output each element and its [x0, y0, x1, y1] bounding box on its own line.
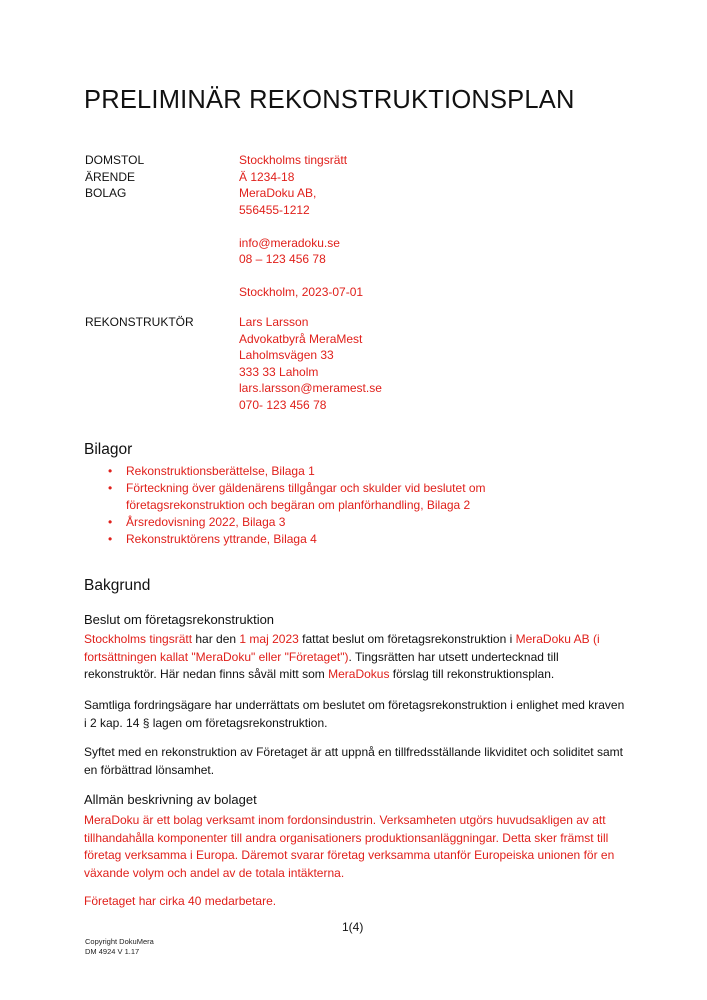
value-rek-city: 333 33 Laholm	[239, 364, 319, 379]
footer-copyright: Copyright DokuMera	[85, 937, 154, 946]
footer	[85, 937, 154, 957]
label-domstol: DOMSTOL	[85, 153, 145, 167]
paragraph-beslut: Stockholms tingsrätt har den 1 maj 2023 fattat beslut om företagsrekonstruktion i MeraDoku AB (i fortsättningen kallat "MeraDoku" eller "Företaget"). Tingsrätten har utsett undertecknad till rekonstruktör. Här nedan finns såväl mitt som MeraDokus förslag till rekonstruktionsplan.	[84, 632, 600, 681]
beslut-heading: Beslut om företagsrekonstruktion	[84, 612, 275, 627]
allman-heading: Allmän beskrivning av bolaget	[84, 792, 257, 807]
value-orgnr: 556455-1212	[239, 202, 310, 217]
bullet-icon: •	[108, 515, 113, 529]
value-place-date: Stockholm, 2023-07-01	[239, 285, 364, 299]
list-item: • Rekonstruktörens yttrande, Bilaga 4	[108, 532, 317, 546]
bilagor-heading: Bilagor	[84, 441, 133, 458]
case-values	[239, 152, 363, 301]
value-rek-name: Lars Larsson	[239, 315, 309, 329]
bilagor-list	[108, 463, 578, 548]
value-email: info@meradoku.se	[239, 235, 340, 250]
document-title: PRELIMINÄR REKONSTRUKTIONSPLAN	[84, 86, 575, 114]
value-rek-email: lars.larsson@meramest.se	[239, 381, 382, 395]
value-phone: 08 – 123 456 78	[239, 252, 326, 266]
page-number: 1(4)	[342, 920, 364, 934]
paragraph-syfte: Syftet med en rekonstruktion av Företaget är att uppnå en tillfredsställande likviditet och soliditet samt en förbättrad lönsamhet.	[84, 745, 623, 777]
reconstructor-values	[239, 314, 382, 413]
label-arende: ÄRENDE	[85, 169, 136, 184]
value-rek-firm: Advokatbyrå MeraMest	[239, 331, 363, 346]
paragraph-medarbetare: Företaget har cirka 40 medarbetare.	[84, 894, 277, 908]
value-rek-street: Laholmsvägen 33	[239, 348, 334, 362]
footer-version: DM 4924 V 1.17	[85, 947, 140, 956]
value-arende: Ä 1234-18	[239, 169, 295, 184]
paragraph-fordringsagare: Samtliga fordringsägare har underrättats om beslutet om företagsrekonstruktion i enlighet med kraven i 2 kap. 14 § lagen om företagsrekonstruktion.	[84, 698, 625, 730]
list-item: • Årsredovisning 2022, Bilaga 3	[108, 515, 286, 529]
value-bolag: MeraDoku AB,	[239, 186, 317, 200]
bullet-icon: •	[108, 464, 113, 478]
reconstructor-label-block	[85, 314, 194, 331]
value-rek-phone: 070- 123 456 78	[239, 397, 327, 412]
bullet-icon: •	[108, 532, 113, 546]
list-item: • Rekonstruktionsberättelse, Bilaga 1	[108, 464, 315, 478]
bakgrund-heading: Bakgrund	[84, 577, 151, 594]
paragraph-allman: MeraDoku är ett bolag verksamt inom fordonsindustrin. Verksamheten utgörs huvudsakligen av att tillhandahålla komponenter till andra organisationers produktionsanläggningar. Detta sker främst till företag verksamma i Europa. Däremot svarar företag verksamma utanför Europeiska unionen för en växande volym och andel av de totala intäkterna.	[84, 813, 615, 880]
value-domstol: Stockholms tingsrätt	[239, 153, 348, 167]
label-bolag: BOLAG	[85, 186, 127, 200]
list-item: • Förteckning över gäldenärens tillgångar och skulder vid beslutet om företagsrekonstruktion och begäran om planförhandling, Bilaga 2	[108, 481, 486, 512]
label-rekonstruktor: REKONSTRUKTÖR	[85, 315, 194, 329]
case-labels	[85, 152, 144, 202]
bullet-icon: •	[108, 481, 113, 495]
